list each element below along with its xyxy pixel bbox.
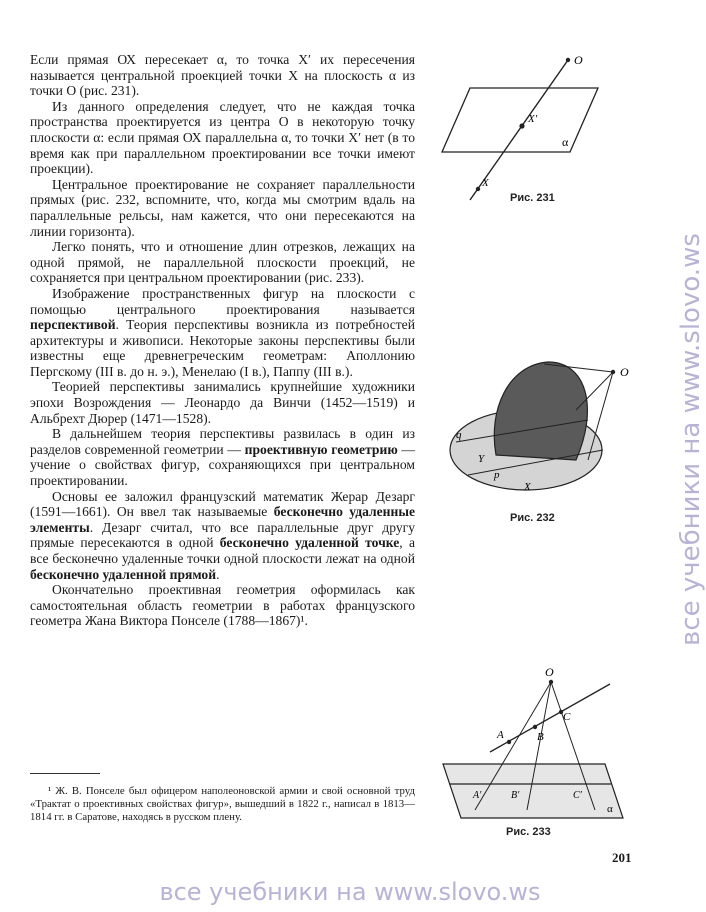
point-o [566,58,570,62]
paragraph-6: Теорией перспективы занимались крупнейшие художники эпохи Возрождения — Леонардо да Винчи (1452—1519) и Альбрехт Дюрер (1471—1528). [30,379,415,426]
caption-231: Рис. 231 [510,192,555,204]
figure-231-drawing [430,50,600,200]
shaded-surface [494,362,587,460]
paragraph-9: Окончательно проективная геометрия оформилась как самостоятельная область геометрии в работах французского геометра Жана Виктора Понселе (1788—1867)¹. [30,582,415,629]
page-number: 201 [612,850,632,865]
paragraph-8: Основы ее заложил французский математик Жерар Дезарг (1591—1661). Он ввел так называемые бесконечно удаленные элементы. Дезарг считал, что все параллельные друг другу прямые пересекаются в одной бесконечно удаленной точке, а все бесконечно удаленные точки одной плоскости лежат на одной бесконечно удаленной прямой. [30,488,415,582]
label-c: C [563,711,571,723]
paragraph-5: Изображение пространственных фигур на плоскости с помощью центрального проектирования называется перспективой. Теория перспективы возникла из потребностей архитектуры и живописи. Некоторые законы перспективы были известны еще древнегреческим геометрам: Аполлонию Пергскому (III в. до н. э.), Менелаю (I в.), Паппу (III в.). [30,285,415,379]
term-infinite-point: бесконечно удаленной точке [219,535,400,551]
term-perspective: перспективой [30,317,116,333]
plane-alpha [443,764,623,818]
paragraph-1: Если прямая ОХ пересекает α, то точка X′ их пересечения называется центральной проекцией точки X на плоскость α из точки О (рис. 231). [30,52,415,99]
main-text-column [30,52,415,629]
label-alpha: α [607,803,613,815]
term-infinite-line: бесконечно удаленной прямой [30,566,217,582]
paragraph-2: Из данного определения следует, что не каждая точка пространства проектируется из центра О в некоторую точку плоскости α: если прямая ОХ параллельна α, то точки X′ нет (в то время как при параллельном проектировании все точки имеют проекции). [30,98,415,177]
label-o: O [545,665,554,679]
figure-232-drawing [448,350,638,495]
footnote-rule [30,773,100,774]
label-o: O [620,365,629,379]
watermark-side: все учебники на www.slovo.ws [676,233,706,647]
label-alpha: α [562,135,569,149]
paragraph-7: В дальнейшем теория перспективы развилась в один из разделов современной геометрии — проективную геометрию — учение о свойствах фигур, сохраняющихся при центральном проектировании. [30,426,415,489]
figure-231 [430,50,600,200]
watermark-bottom: все учебники на www.slovo.ws [159,878,541,906]
label-b-prime: B′ [511,790,520,801]
plane-alpha [442,88,598,152]
label-q: q [456,429,462,441]
term-infinite-elements: бесконечно удаленные элементы [30,504,415,535]
point-b [533,725,537,729]
label-x: X [482,177,489,189]
figure-232 [448,350,638,495]
label-c-prime: C′ [573,790,582,801]
label-b: B [537,731,544,743]
term-projective-geometry: проективную геометрию [244,441,398,457]
footnote [30,785,415,823]
figure-233-drawing [435,660,635,820]
label-a-prime: A′ [473,790,482,801]
label-a: A [497,729,504,741]
paragraph-4: Легко понять, что и отношение длин отрезков, лежащих на одной прямой, не параллельной плоскости проекций, не сохраняется при центральном проектировании (рис. 233). [30,239,415,286]
footnote-text: ¹ Ж. В. Понселе был офицером наполеоновской армии и свой основной труд «Трактат о проективных свойствах фигур», вышедший в 1822 г., написал в 1813—1814 гг. в Саратове, находясь в русском плену. [30,785,415,823]
caption-232: Рис. 232 [510,512,555,524]
point-o [549,680,553,684]
point-x [476,187,480,191]
point-a [507,740,511,744]
point-x-prime [519,123,524,128]
figure-233 [435,660,635,820]
point-o [611,370,615,374]
label-x-prime: X′ [528,113,538,125]
caption-233: Рис. 233 [506,826,551,838]
label-x: X [524,481,531,493]
label-y: Y [478,453,485,465]
label-p: p [494,469,500,481]
label-o: O [574,53,583,67]
paragraph-3: Центральное проектирование не сохраняет параллельности прямых (рис. 232, вспомните, что, когда мы смотрим вдаль на параллельные рельсы, нам кажется, что они пересекаются на линии горизонта). [30,176,415,239]
